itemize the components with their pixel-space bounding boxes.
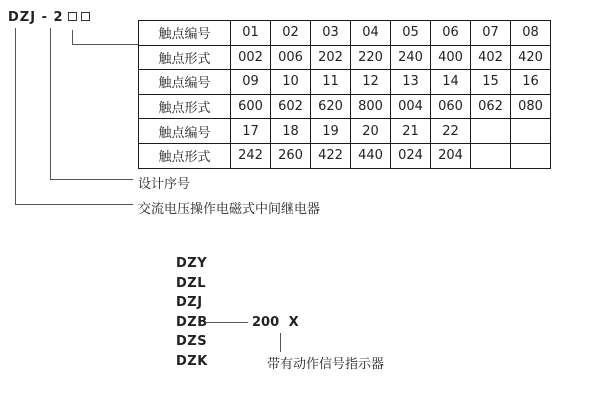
code-value-cell: 15 [471, 70, 511, 95]
code-value-cell: 602 [271, 94, 311, 119]
code-value-cell: 204 [431, 143, 471, 168]
code-value-cell: 242 [231, 143, 271, 168]
code-value-cell: 422 [311, 143, 351, 168]
code-value-cell: 14 [431, 70, 471, 95]
relay-description-label: 交流电压操作电磁式中间继电器 [138, 202, 321, 217]
table-row [139, 143, 551, 168]
table-row [139, 21, 551, 46]
code-value-cell: 080 [511, 94, 551, 119]
code-value-cell: 04 [351, 21, 391, 46]
code-value-cell: 21 [391, 119, 431, 144]
code-value-cell: 18 [271, 119, 311, 144]
code-value-cell: 19 [311, 119, 351, 144]
model-series-item: DZJ [176, 295, 203, 310]
code-value-cell: 02 [271, 21, 311, 46]
code-value-cell: 004 [391, 94, 431, 119]
code-box-placeholder-1 [68, 12, 77, 21]
code-value-cell: 22 [431, 119, 471, 144]
code-value-cell: 01 [231, 21, 271, 46]
model-series-item: DZK [176, 353, 208, 369]
dzb-suffix-code: 200 X [252, 315, 299, 330]
table-row [139, 70, 551, 95]
code-value-cell: 420 [511, 45, 551, 70]
code-value-cell: 06 [431, 21, 471, 46]
table-row [139, 45, 551, 70]
design-serial-label: 设计序号 [138, 177, 191, 192]
model-series-item: DZB [176, 314, 208, 330]
indicator-note-label: 带有动作信号指示器 [267, 357, 385, 372]
code-value-cell: 600 [231, 94, 271, 119]
code-value-cell: 09 [231, 70, 271, 95]
contact-code-table [138, 20, 551, 169]
code-value-cell [471, 119, 511, 144]
code-value-cell: 12 [351, 70, 391, 95]
dzb-connector-line [205, 322, 248, 323]
code-value-cell: 002 [231, 45, 271, 70]
code-value-cell: 006 [271, 45, 311, 70]
model-designation [8, 10, 90, 25]
code-value-cell [511, 143, 551, 168]
code-value-cell: 240 [391, 45, 431, 70]
model-series-item: DZL [176, 275, 207, 291]
model-series-list [176, 254, 208, 371]
code-value-cell: 17 [231, 119, 271, 144]
model-series-item: DZY [176, 256, 208, 271]
code-value-cell [471, 143, 511, 168]
code-value-cell: 11 [311, 70, 351, 95]
code-value-cell: 07 [471, 21, 511, 46]
row-label-cell: 触点编号 [139, 70, 231, 95]
code-value-cell: 024 [391, 143, 431, 168]
code-value-cell: 16 [511, 70, 551, 95]
code-value-cell: 400 [431, 45, 471, 70]
callout-line-design-serial [50, 28, 133, 180]
row-label-cell: 触点形式 [139, 45, 231, 70]
code-value-cell: 440 [351, 143, 391, 168]
code-value-cell: 062 [471, 94, 511, 119]
code-value-cell: 202 [311, 45, 351, 70]
table-row [139, 94, 551, 119]
code-value-cell: 10 [271, 70, 311, 95]
code-value-cell: 20 [351, 119, 391, 144]
x-indicator-line [280, 333, 281, 352]
model-designation-text: DZJ - 2 [8, 10, 64, 25]
table-row [139, 119, 551, 144]
model-series-item: DZS [176, 334, 208, 349]
code-value-cell: 620 [311, 94, 351, 119]
code-value-cell: 03 [311, 21, 351, 46]
code-value-cell: 08 [511, 21, 551, 46]
row-label-cell: 触点形式 [139, 143, 231, 168]
code-value-cell: 05 [391, 21, 431, 46]
callout-line-contact-code-to-table [72, 30, 138, 45]
code-value-cell: 13 [391, 70, 431, 95]
code-value-cell: 402 [471, 45, 511, 70]
code-value-cell: 800 [351, 94, 391, 119]
code-value-cell: 260 [271, 143, 311, 168]
code-box-placeholder-2 [81, 12, 90, 21]
code-value-cell [511, 119, 551, 144]
code-value-cell: 220 [351, 45, 391, 70]
row-label-cell: 触点形式 [139, 94, 231, 119]
code-value-cell: 060 [431, 94, 471, 119]
row-label-cell: 触点编号 [139, 119, 231, 144]
row-label-cell: 触点编号 [139, 21, 231, 46]
